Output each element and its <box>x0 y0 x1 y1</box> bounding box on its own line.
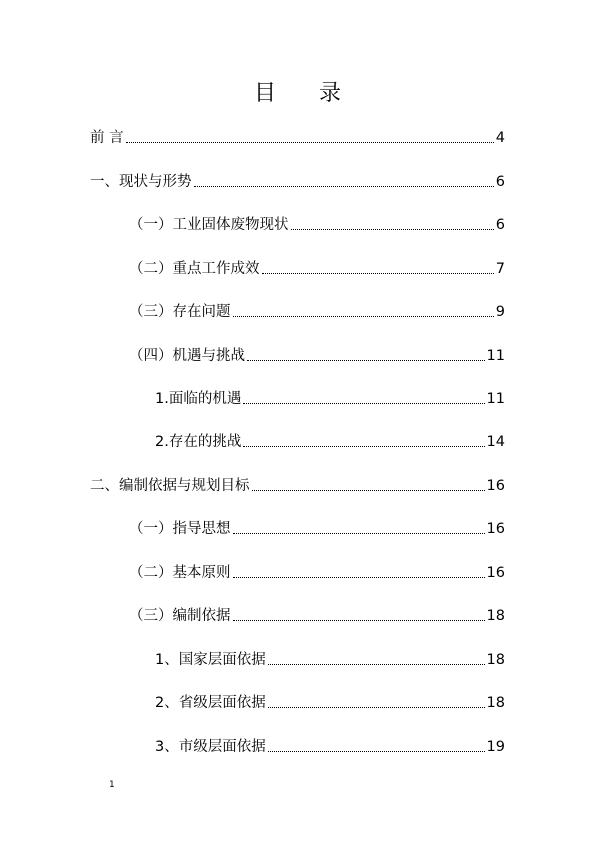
toc-entry-section-1-2[interactable] <box>129 259 505 279</box>
toc-entry-text: 2、省级层面依据 <box>155 695 266 711</box>
toc-entry-section-1-4-2[interactable] <box>155 432 505 452</box>
dot-leader <box>126 142 494 143</box>
toc-entry-page: 16 <box>486 478 505 494</box>
dot-leader <box>243 446 484 447</box>
toc-entry-section-2-3[interactable] <box>129 606 505 626</box>
toc-entry-page: 18 <box>486 652 505 668</box>
toc-entry-text: 2.存在的挑战 <box>155 434 242 450</box>
toc-entry-section-2-3-2[interactable] <box>155 693 505 713</box>
toc-entry-page: 16 <box>486 521 505 537</box>
toc-entry-page: 18 <box>486 608 505 624</box>
toc-entry-text: （一）工业固体废物现状 <box>129 217 289 233</box>
toc-entry-page: 4 <box>495 130 505 146</box>
toc-entry-page: 11 <box>486 391 505 407</box>
toc-entry-text: 3、市级层面依据 <box>155 739 266 755</box>
toc-entry-text: （一）指导思想 <box>129 521 231 537</box>
toc-entry-page: 6 <box>495 217 505 233</box>
dot-leader <box>233 533 485 534</box>
toc-entry-text: （四）机遇与挑战 <box>129 348 245 364</box>
toc-entry-page: 11 <box>486 348 505 364</box>
toc-entry-section-1-3[interactable] <box>129 302 505 322</box>
dot-leader <box>252 490 485 491</box>
page-number: 1 <box>109 780 115 790</box>
toc-entry-section-2[interactable] <box>90 476 505 496</box>
toc-entry-text: （二）重点工作成效 <box>129 261 260 277</box>
toc-entry-text: 1.面临的机遇 <box>155 391 242 407</box>
toc-entry-page: 19 <box>486 739 505 755</box>
toc-entry-section-2-1[interactable] <box>129 519 505 539</box>
dot-leader <box>194 186 494 187</box>
toc-entry-preface[interactable] <box>90 128 505 148</box>
toc-entry-section-2-2[interactable] <box>129 563 505 583</box>
dot-leader <box>247 360 485 361</box>
toc-entry-text: 1、国家层面依据 <box>155 652 266 668</box>
toc-entry-page: 9 <box>495 304 505 320</box>
toc-entry-section-1-4[interactable] <box>129 346 505 366</box>
dot-leader <box>268 664 485 665</box>
toc-entry-page: 14 <box>486 434 505 450</box>
dot-leader <box>233 316 494 317</box>
toc-entry-section-1-1[interactable] <box>129 215 505 235</box>
toc-entry-text: （二）基本原则 <box>129 565 231 581</box>
dot-leader <box>233 577 485 578</box>
dot-leader <box>268 751 485 752</box>
toc-entry-text: 前 言 <box>90 130 124 146</box>
toc-entry-section-1-4-1[interactable] <box>155 389 505 409</box>
dot-leader <box>268 707 485 708</box>
toc-entry-section-1[interactable] <box>90 172 505 192</box>
toc-entry-text: （三）存在问题 <box>129 304 231 320</box>
dot-leader <box>291 229 494 230</box>
toc-entry-page: 16 <box>486 565 505 581</box>
toc-entry-text: （三）编制依据 <box>129 608 231 624</box>
toc-entry-text: 二、编制依据与规划目标 <box>90 478 250 494</box>
toc-entry-page: 7 <box>495 261 505 277</box>
toc-entry-section-2-3-3[interactable] <box>155 737 505 757</box>
toc-title: 目 录 <box>254 81 359 106</box>
dot-leader <box>262 273 494 274</box>
toc-entry-text: 一、现状与形势 <box>90 174 192 190</box>
dot-leader <box>243 403 484 404</box>
toc-entry-page: 18 <box>486 695 505 711</box>
toc-entry-section-2-3-1[interactable] <box>155 650 505 670</box>
dot-leader <box>233 620 485 621</box>
toc-entry-page: 6 <box>495 174 505 190</box>
